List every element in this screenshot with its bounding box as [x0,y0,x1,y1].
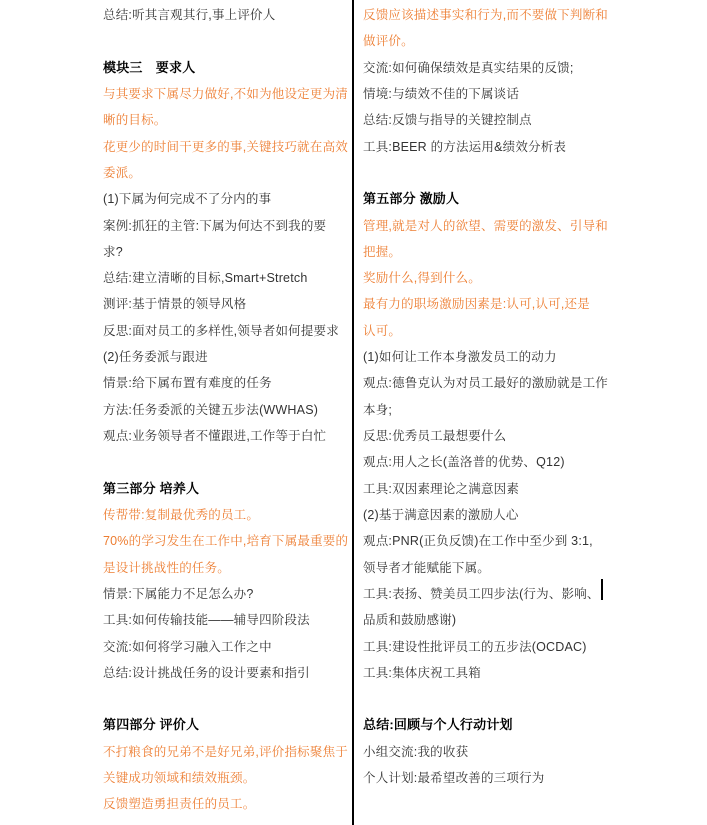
doc-line[interactable]: 反馈应该描述事实和行为,而不要做下判断和 [363,8,608,22]
doc-line[interactable]: (2)任务委派与跟进 [103,350,208,365]
doc-line[interactable]: 总结:设计挑战任务的设计要素和指引 [103,665,310,680]
section-heading[interactable]: 模块三 要求人 [103,59,196,75]
doc-line[interactable]: 最有力的职场激励因素是:认可,认可,还是 [363,297,590,312]
doc-line[interactable]: 委派。 [103,165,142,180]
doc-line[interactable]: 总结:听其言观其行,事上评价人 [103,8,276,22]
doc-line[interactable]: (1)如何让工作本身激发员工的动力 [363,350,557,365]
doc-line[interactable]: 观点:业务领导者不懂跟进,工作等于白忙 [103,429,327,443]
doc-line[interactable]: 工具:如何传输技能——辅导四阶段法 [103,613,310,628]
doc-line[interactable]: 晰的目标。 [103,113,167,128]
doc-line[interactable]: 花更少的时间干更多的事,关键技巧就在高效 [103,139,348,154]
doc-line[interactable]: 观点:PNR(正负反馈)在工作中至少到 3:1, [363,534,593,549]
left-column[interactable] [0,2,351,818]
doc-line[interactable]: 与其要求下属尽力做好,不如为他设定更为清 [103,86,348,101]
doc-line[interactable] [103,686,351,712]
doc-line[interactable]: 小组交流:我的收获 [363,744,469,759]
doc-line[interactable]: 是设计挑战性的任务。 [103,560,231,575]
doc-line[interactable]: 观点:德鲁克认为对员工最好的激励就是工作 [363,376,608,391]
doc-line[interactable]: (2)基于满意因素的激励人心 [363,507,519,522]
doc-line[interactable]: 工具:建设性批评员工的五步法(OCDAC) [363,639,587,654]
doc-line[interactable] [103,28,351,54]
doc-line[interactable]: 工具:BEER 的方法运用&绩效分析表 [363,139,567,154]
doc-line[interactable]: (1)下属为何完成不了分内的事 [103,192,272,207]
doc-line[interactable]: 求? [103,244,123,259]
doc-line[interactable]: 测评:基于情景的领导风格 [103,297,247,312]
doc-line[interactable]: 观点:用人之长(盖洛普的优势、Q12) [363,455,565,470]
doc-line[interactable]: 本身; [363,402,393,417]
doc-line[interactable]: 管理,就是对人的欲望、需要的激发、引导和 [363,218,608,233]
doc-line[interactable]: 品质和鼓励感谢) [363,613,457,628]
doc-line[interactable]: 个人计划:最希望改善的三项行为 [363,771,545,786]
doc-line[interactable]: 把握。 [363,244,402,259]
doc-line[interactable]: 奖励什么,得到什么。 [363,271,481,286]
doc-line[interactable]: 总结:反馈与指导的关键控制点 [363,113,532,128]
doc-line[interactable]: 情景:下属能力不足怎么办? [103,586,254,601]
doc-line[interactable]: 传帮带:复制最优秀的员工。 [103,507,260,522]
doc-line[interactable]: 领导者才能赋能下属。 [363,560,491,575]
doc-line[interactable]: 工具:双因素理论之满意因素 [363,481,520,496]
doc-line[interactable]: 反思:优秀员工最想要什么 [363,429,507,443]
section-heading[interactable]: 第四部分 评价人 [103,717,200,733]
doc-line[interactable]: 认可。 [363,323,402,338]
doc-line[interactable]: 关键成功领域和绩效瓶颈。 [103,771,256,786]
doc-line[interactable]: 案例:抓狂的主管:下属为何达不到我的要 [103,218,327,233]
doc-line[interactable]: 工具:表扬、赞美员工四步法(行为、影响、 [363,586,600,601]
doc-line[interactable]: 情景:给下属布置有难度的任务 [103,376,272,391]
doc-line[interactable]: 交流:如何将学习融入工作之中 [103,639,272,654]
section-heading[interactable]: 总结:回顾与个人行动计划 [363,717,513,733]
doc-line[interactable]: 交流:如何确保绩效是真实结果的反馈; [363,60,574,75]
doc-line[interactable]: 做评价。 [363,34,414,49]
section-heading[interactable]: 第五部分 激励人 [363,191,460,207]
text-cursor [601,579,603,600]
doc-line[interactable]: 不打粮食的兄弟不是好兄弟,评价指标聚焦于 [103,744,348,759]
section-heading[interactable]: 第三部分 培养人 [103,480,200,496]
doc-line[interactable]: 方法:任务委派的关键五步法(WWHAS) [103,402,319,417]
doc-line[interactable]: 情境:与绩效不佳的下属谈话 [363,86,520,101]
doc-line[interactable]: 反馈塑造勇担责任的员工。 [103,797,256,812]
right-column[interactable] [354,2,707,791]
doc-line[interactable]: 反思:面对员工的多样性,领导者如何提要求 [103,323,339,338]
doc-line[interactable] [103,449,351,475]
doc-line[interactable] [363,160,707,186]
doc-line[interactable]: 总结:建立清晰的目标,Smart+Stretch [103,271,308,286]
doc-line[interactable] [363,686,707,712]
doc-line[interactable]: 70%的学习发生在工作中,培育下属最重要的 [103,534,349,549]
doc-line[interactable]: 工具:集体庆祝工具箱 [363,665,481,680]
